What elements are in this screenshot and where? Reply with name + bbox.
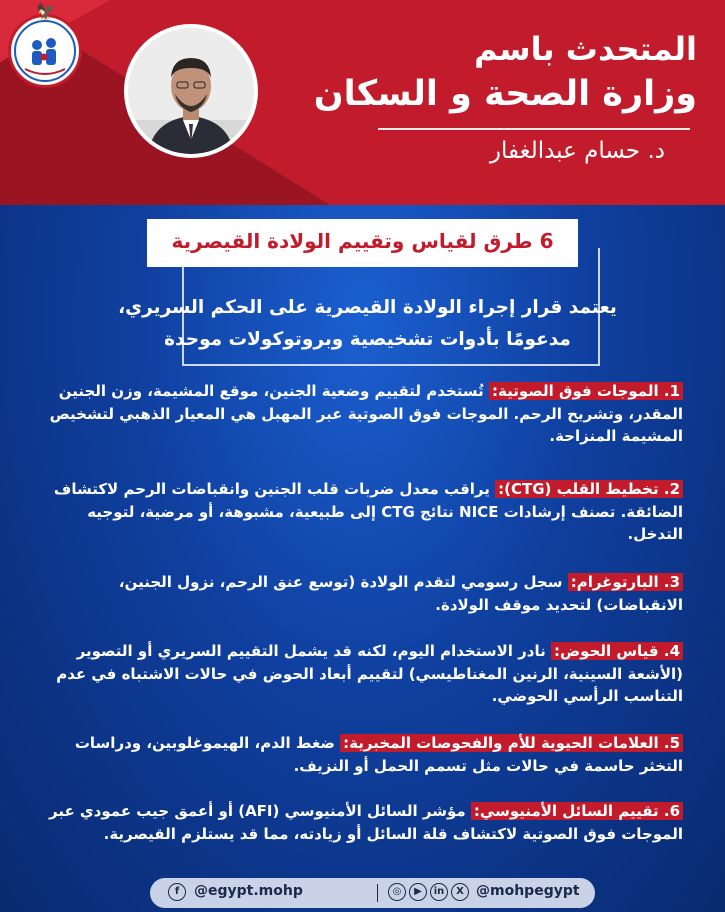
method-title-5: 5. العلامات الحيوية للأم والفحوصات المخبرية: (340, 734, 683, 752)
method-body-4: نادر الاستخدام اليوم، لكنه قد يشمل التقييم السريري أو التصوير (الأشعة السينية، الرنين المغناطيسي) لتقييم أبعاد الحوض في حالات الاشتباه في عدم التناسب الرأسي الحوضي. (56, 642, 683, 705)
spokesperson-photo (124, 24, 258, 158)
method-title-2: 2. تخطيط القلب (CTG): (495, 480, 683, 498)
heading-title: 6 طرق لقياس وتقييم الولادة القيصرية (171, 229, 554, 253)
x-icon[interactable]: X (451, 883, 469, 901)
method-title-1: 1. الموجات فوق الصوتية: (489, 382, 683, 400)
method-item-3 (36, 571, 683, 616)
method-title-6: 6. تقييم السائل الأمنيوسي: (471, 802, 683, 820)
method-body-2: يراقب معدل ضربات قلب الجنين وانقباضات الرحم لاكتشاف الضائقة. تصنف إرشادات NICE نتائج CTG إلى طبيعية، مشبوهة، أو مرضية، لتوجيه التدخل. (53, 480, 683, 543)
header-band (0, 0, 725, 205)
method-body-5: ضغط الدم، الهيموغلوبين، ودراسات التخثر حاسمة في حالات مثل تسمم الحمل أو النزيف. (74, 734, 683, 775)
speaker-name: د. حسام عبدالغفار (489, 138, 665, 164)
facebook-handle[interactable]: @egypt.mohp (194, 883, 303, 899)
facebook-icon[interactable]: f (168, 883, 186, 901)
ministry-logo (8, 14, 82, 88)
method-body-3: سجل رسومي لتقدم الولادة (توسع عنق الرحم، نزول الجنين، الانقباضات) لتحديد موقف الولادة. (118, 573, 683, 614)
heading-box (147, 219, 578, 267)
intro-text (80, 292, 655, 356)
method-title-3: 3. البارتوغرام: (568, 573, 683, 591)
egypt-eagle-icon: 🦅 (36, 2, 56, 21)
method-item-4 (36, 640, 683, 708)
footer-divider (377, 884, 378, 902)
title-line-1: المتحدث باسم (474, 30, 697, 68)
method-title-4: 4. قياس الحوض: (551, 642, 683, 660)
method-body-1: تُستخدم لتقييم وضعية الجنين، موقع المشيمة، وزن الجنين المقدر، وتشريح الرحم. الموجات فوق الصوتية عبر المهبل هي المعيار الذهبي لتشخيص المشيمة المنزاحة. (49, 382, 683, 445)
header-divider (378, 128, 690, 130)
title-line-2: وزارة الصحة و السكان (313, 74, 697, 114)
linkedin-icon[interactable]: in (430, 883, 448, 901)
method-item-5 (36, 732, 683, 777)
intro-line-1: يعتمد قرار إجراء الولادة القيصرية على الحكم السريري، (118, 297, 617, 318)
method-item-2 (36, 478, 683, 546)
instagram-icon[interactable]: ◎ (388, 883, 406, 901)
youtube-icon[interactable]: ▶ (409, 883, 427, 901)
footer-social-bar (150, 878, 595, 908)
intro-line-2: مدعومًا بأدوات تشخيصية وبروتوكولات موحدة (164, 329, 571, 350)
method-item-1 (36, 380, 683, 448)
social-handle[interactable]: @mohpegypt (476, 883, 580, 899)
method-body-6: مؤشر السائل الأمنيوسي (AFI) أو أعمق جيب عمودي عبر الموجات فوق الصوتية لاكتشاف قلة السائل أو زيادته، مما قد يستلزم القيصرية. (49, 802, 683, 843)
method-item-6 (36, 800, 683, 845)
